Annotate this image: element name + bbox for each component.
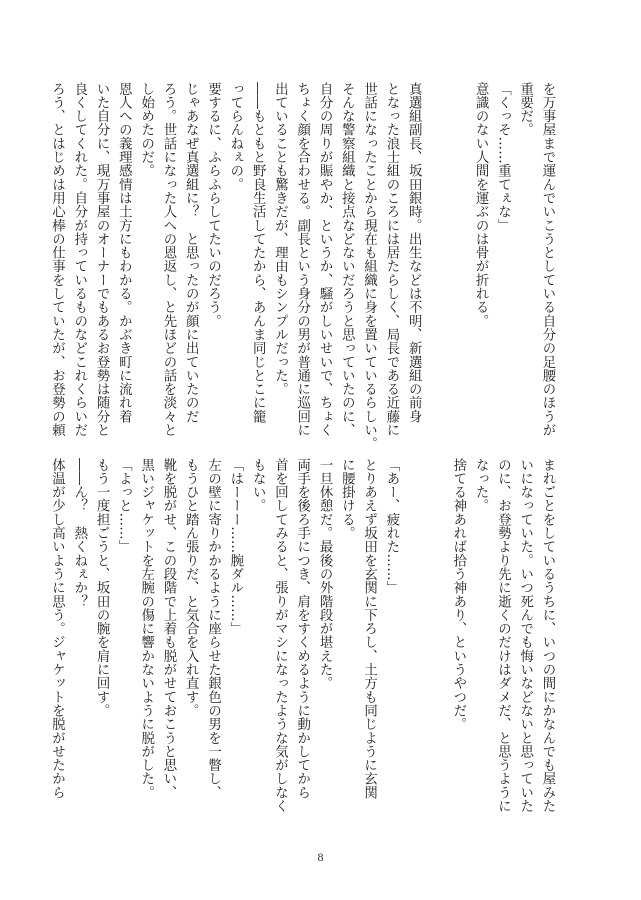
- text-line: 左の壁に寄りかかるように座らせた銀色の男を一瞥し、: [205, 458, 221, 800]
- text-line: に腰掛ける。: [339, 458, 355, 540]
- text-line: 重要だ。: [517, 82, 533, 137]
- upper-text-block: [49, 82, 558, 451]
- text-line: ってらんねぇの。: [227, 82, 243, 192]
- text-line: いになっていた。いつ死んでも悔いなどないと思っていた: [517, 458, 533, 813]
- text-line: 「はーーー……腕ダル……」: [227, 458, 243, 636]
- text-line: じゃあなぜ真選組に？ と思ったのが顔に出ていたのだ: [183, 82, 199, 424]
- text-line: 首を回してみると、張りがマシになったような気がしなく: [272, 458, 288, 813]
- text-line: とりあえず坂田を玄関に下ろし、土方も同じように玄関: [361, 458, 377, 800]
- text-line: 意識のない人間を運ぶのは骨が折れる。: [473, 82, 489, 328]
- text-line: 出ていることも驚きだが、理由もシンプルだった。: [272, 82, 288, 396]
- text-line: ちょく顔を合わせる。副長という身分の男が普通に巡回に: [294, 82, 310, 437]
- text-line: なった。: [473, 458, 489, 513]
- text-line: のに、お登勢より先に逝くのだけはダメだ、と思うように: [495, 458, 511, 813]
- text-line: ろう、とはじめは用心棒の仕事をしていたが、お登勢の頼: [49, 82, 65, 437]
- text-line: ――ん？ 熱くねぇか？: [71, 458, 87, 609]
- lower-text-block: [49, 458, 558, 813]
- text-line: 世話になったことから現在も組織に身を置いているらしい。: [361, 82, 377, 451]
- text-line: [424, 458, 446, 794]
- text-line: し始めたのだ。: [138, 82, 154, 178]
- text-line: 黒いジャケットを左腕の傷に響かないように脱がした。: [138, 458, 154, 800]
- text-line: もない。: [250, 458, 266, 513]
- text-line: [402, 458, 424, 794]
- text-line: 恩人への義理感情は土方にもわかる。かぶき町に流れ着: [116, 82, 132, 424]
- text-line: [424, 82, 446, 418]
- text-line: となった浪士組のころには居たらしく、局長である近藤に: [383, 82, 399, 437]
- text-line: 「くっそ……重てぇな」: [495, 82, 511, 233]
- text-line: 「よっと……」: [116, 458, 132, 554]
- text-line: 自分の周りが賑やか、というか、騒がしいせいで、ちょく: [317, 82, 333, 437]
- text-line: いた自分に、現万事屋のオーナーでもあるお登勢は随分と: [94, 82, 110, 437]
- text-line: 真選組副長、坂田銀時。出生などは不明、新選組の前身: [406, 82, 422, 424]
- text-line: ろう。世話になった人への恩返し、と先ほどの話を淡々と: [160, 82, 176, 437]
- text-line: 一旦休憩だ。最後の外階段が堪えた。: [317, 458, 333, 691]
- text-line: 要するに、ふらふらしてたいのだろう。: [205, 82, 221, 328]
- text-line: 捨てる神あれば拾う神あり、というやつだ。: [450, 458, 466, 731]
- text-line: そんな警察組織と接点などないだろうと思っていたのに、: [339, 82, 355, 437]
- text-line: 「あー、疲れた……」: [383, 458, 399, 595]
- text-line: 両手を後ろ手につき、肩をすくめるように動かしてから: [294, 458, 310, 800]
- text-line: [447, 82, 469, 418]
- text-line: もう一度担ごうと、坂田の腕を肩に回す。: [94, 458, 110, 718]
- text-line: まれごとをしているうちに、いつの間にかなんでも屋みた: [540, 458, 555, 813]
- page-number: 8: [317, 850, 324, 864]
- text-line: 体温が少し高いように思う。ジャケットを脱がせたから: [49, 458, 65, 800]
- text-line: を万事屋まで運んでいこうとしている自分の足腰のほうが: [540, 82, 555, 437]
- text-line: 靴を脱がせ、この段階で上着も脱がせておこうと思い、: [160, 458, 176, 800]
- text-line: ――もともと野良生活してたから、あんま同じとこに籠: [250, 82, 266, 424]
- text-line: 良くしてくれた。自分が持っているものなどこれくらいだ: [71, 82, 87, 437]
- text-line: もうひと踏ん張りだ、と気合を入れ直す。: [183, 458, 199, 718]
